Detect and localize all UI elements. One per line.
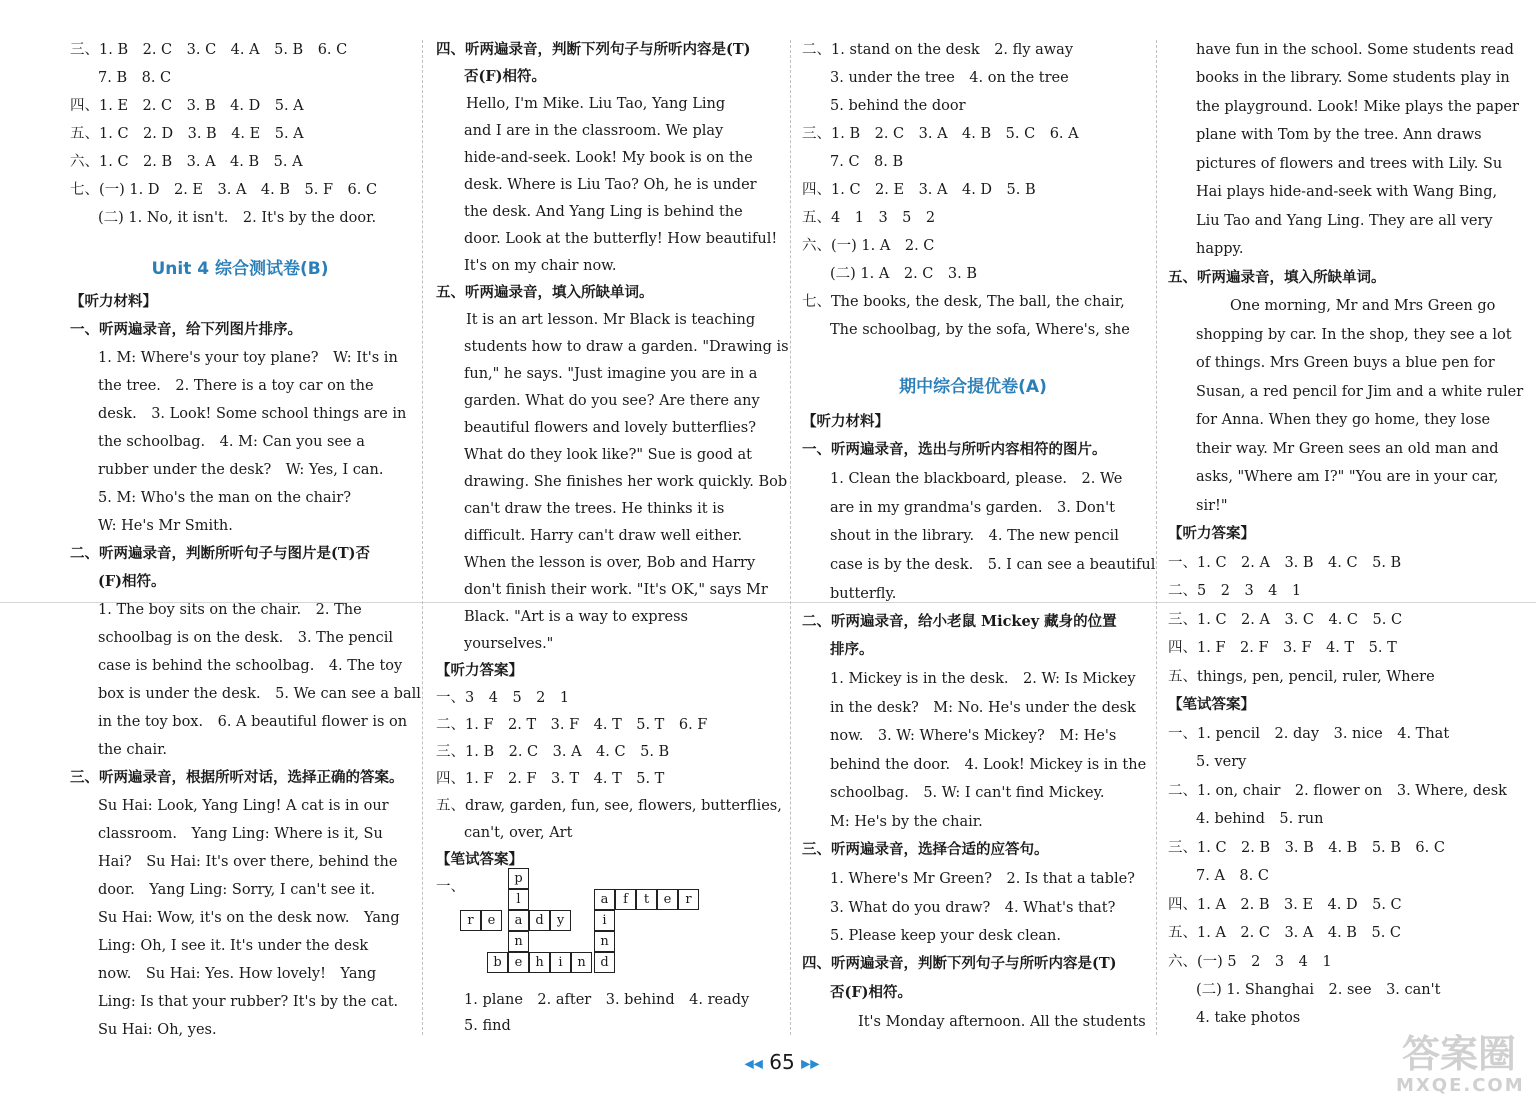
text-line: desk. Where is Liu Tao? Oh, he is under	[464, 177, 757, 193]
question-heading: 二、听两遍录音，判断所听句子与图片是(T)否	[70, 545, 371, 562]
text-line: behind the door. 4. Look! Mickey is in the	[830, 757, 1147, 773]
text-line: Ling: Is that your rubber? It's by the cat.	[98, 994, 399, 1010]
text-line: don't finish their work. "It's OK," says Mr	[464, 582, 768, 598]
section-heading: 【笔试答案】	[1168, 696, 1255, 713]
answer-line: 三、1. C 2. A 3. C 4. C 5. C	[1168, 612, 1403, 628]
text-line: Hai plays hide-and-seek with Wang Bing,	[1196, 184, 1498, 200]
question-heading: 二、听两遍录音，给小老鼠 Mickey 藏身的位置	[802, 613, 1117, 630]
text-line: Su Hai: Wow, it's on the desk now. Yang	[98, 910, 400, 926]
section-heading: 【听力材料】	[802, 413, 889, 430]
text-line: 1. The boy sits on the chair. 2. The	[98, 602, 362, 618]
text-line: Su Hai: Oh, yes.	[98, 1022, 217, 1038]
answer-line: 二、1. stand on the desk 2. fly away	[802, 42, 1074, 58]
text-line: the desk. And Yang Ling is behind the	[464, 204, 743, 220]
answer-line: 六、1. C 2. B 3. A 4. B 5. A	[70, 154, 303, 170]
answer-line: 一、1. C 2. A 3. B 4. C 5. B	[1168, 555, 1402, 571]
text-line: in the desk? M: No. He's under the desk	[830, 700, 1136, 716]
text-line: case is behind the schoolbag. 4. The toy	[98, 658, 403, 674]
text-line: happy.	[1196, 241, 1244, 257]
answer-line: (二) 1. No, it isn't. 2. It's by the door.	[98, 210, 377, 226]
text-line: for Anna. When they go home, they lose	[1196, 412, 1491, 428]
text-line: now. 3. W: Where's Mickey? M: He's	[830, 728, 1117, 744]
text-line: drawing. She finishes her work quickly. Bob	[464, 474, 788, 490]
answer-line: 五、4 1 3 5 2	[802, 210, 936, 226]
text-line: shopping by car. In the shop, they see a lot	[1196, 327, 1512, 343]
text-line: of things. Mrs Green buys a blue pen for	[1196, 355, 1495, 371]
question-heading: 五、听两遍录音，填入所缺单词。	[436, 284, 654, 301]
text-line: the playground. Look! Mike plays the paper	[1196, 99, 1519, 115]
crossword-cell: i	[550, 952, 571, 973]
next-arrows-icon: ▶▶	[801, 1056, 820, 1071]
text-line: W: He's Mr Smith.	[98, 518, 233, 534]
text-line: It is an art lesson. Mr Black is teaching	[466, 312, 756, 328]
answer-line: (二) 1. A 2. C 3. B	[830, 266, 977, 282]
watermark-url: MXQE.COM	[1396, 1075, 1525, 1096]
crossword-cell: a	[594, 889, 615, 910]
section-title: Unit 4 综合测试卷(B)	[151, 259, 329, 279]
crossword-cell: b	[487, 952, 508, 973]
text-line: the tree. 2. There is a toy car on the	[98, 378, 374, 394]
text-line: hide-and-seek. Look! My book is on the	[464, 150, 753, 166]
answer-line: 三、1. B 2. C 3. A 4. B 5. C 6. A	[802, 126, 1079, 142]
text-line: garden. What do you see? Are there any	[464, 393, 760, 409]
text-line: It's Monday afternoon. All the students	[858, 1014, 1146, 1030]
answer-line: 四、1. F 2. F 3. F 4. T 5. T	[1168, 640, 1397, 656]
section-heading: 【笔试答案】	[436, 851, 523, 868]
column-divider	[1156, 40, 1157, 1035]
page-number	[734, 1050, 830, 1074]
watermark-logo	[1396, 1032, 1525, 1106]
text-line: What do they look like?" Sue is good at	[464, 447, 752, 463]
text-line: students how to draw a garden. "Drawing is	[464, 339, 789, 355]
answer-line: 4. behind 5. run	[1196, 811, 1324, 827]
text-line: 1. Clean the blackboard, please. 2. We	[830, 471, 1123, 487]
answer-line: 二、1. F 2. T 3. F 4. T 5. T 6. F	[436, 717, 708, 733]
text-line: schoolbag is on the desk. 3. The pencil	[98, 630, 393, 646]
answer-line: 四、1. C 2. E 3. A 4. D 5. B	[802, 182, 1036, 198]
text-line: 1. Mickey is in the desk. 2. W: Is Mickey	[830, 671, 1136, 687]
crossword-cell: r	[678, 889, 699, 910]
watermark-text: 答案圈	[1401, 1032, 1516, 1076]
answer-line: 二、1. on, chair 2. flower on 3. Where, desk	[1168, 783, 1507, 799]
answer-line: 一、3 4 5 2 1	[436, 690, 570, 706]
answer-line: 四、1. A 2. B 3. E 4. D 5. C	[1168, 897, 1402, 913]
answer-line: 一、	[436, 879, 465, 895]
answer-line: The schoolbag, by the sofa, Where's, she	[830, 322, 1130, 338]
section-heading: 【听力答案】	[1168, 525, 1255, 542]
text-line: 5. Please keep your desk clean.	[830, 928, 1061, 944]
section-heading: 【听力答案】	[436, 662, 523, 679]
text-line: One morning, Mr and Mrs Green go	[1230, 298, 1496, 314]
text-line: asks, "Where am I?" "You are in your car,	[1196, 469, 1499, 485]
question-heading: 三、听两遍录音，根据所听对话，选择正确的答案。	[70, 769, 404, 786]
answer-line: 5. behind the door	[830, 98, 966, 114]
crossword-cell: f	[615, 889, 636, 910]
text-line: M: He's by the chair.	[830, 814, 983, 830]
text-line: 1. Where's Mr Green? 2. Is that a table?	[830, 871, 1135, 887]
answer-line: 三、1. B 2. C 3. A 4. C 5. B	[436, 744, 670, 760]
answer-line: 七、(一) 1. D 2. E 3. A 4. B 5. F 6. C	[70, 182, 378, 198]
text-line: box is under the desk. 5. We can see a ball	[98, 686, 421, 702]
answer-line: 五、draw, garden, fun, see, flowers, butterflies,	[436, 798, 782, 814]
answer-line: 四、1. F 2. F 3. T 4. T 5. T	[436, 771, 665, 787]
column-divider	[790, 40, 791, 1035]
answer-line: 二、5 2 3 4 1	[1168, 583, 1302, 599]
answer-line: (二) 1. Shanghai 2. see 3. can't	[1196, 982, 1441, 998]
answer-line: 五、1. A 2. C 3. A 4. B 5. C	[1168, 925, 1402, 941]
crossword-cell: a	[508, 910, 529, 931]
crossword-cell: t	[636, 889, 657, 910]
text-line: 1. M: Where's your toy plane? W: It's in	[98, 350, 398, 366]
text-line: sir!"	[1196, 498, 1228, 514]
text-line: When the lesson is over, Bob and Harry	[464, 555, 756, 571]
text-line: difficult. Harry can't draw well either.	[464, 528, 743, 544]
answer-line: 4. take photos	[1196, 1010, 1301, 1026]
answer-line: can't, over, Art	[464, 825, 573, 841]
text-line: their way. Mr Green sees an old man and	[1196, 441, 1499, 457]
text-line: beautiful flowers and lovely butterflies?	[464, 420, 756, 436]
text-line: shout in the library. 4. The new pencil	[830, 528, 1119, 544]
text-line: Hai? Su Hai: It's over there, behind the	[98, 854, 398, 870]
text-line: yourselves."	[464, 636, 554, 652]
text-line: desk. 3. Look! Some school things are in	[98, 406, 407, 422]
answer-line: 三、1. B 2. C 3. C 4. A 5. B 6. C	[70, 42, 348, 58]
answer-line: 四、1. E 2. C 3. B 4. D 5. A	[70, 98, 304, 114]
crossword-cell: d	[529, 910, 550, 931]
text-line: now. Su Hai: Yes. How lovely! Yang	[98, 966, 377, 982]
text-line: and I are in the classroom. We play	[464, 123, 724, 139]
text-line: pictures of flowers and trees with Lily. Su	[1196, 156, 1503, 172]
text-line: butterfly.	[830, 586, 897, 602]
crossword-cell: n	[594, 931, 615, 952]
text-line: door. Look at the butterfly! How beautiful!	[464, 231, 778, 247]
answer-line: 5. very	[1196, 754, 1247, 770]
page-number-label: 65	[769, 1050, 795, 1074]
question-heading: (F)相符。	[98, 573, 166, 590]
crossword-cell: e	[481, 910, 502, 931]
answer-line: 七、The books, the desk, The ball, the chair,	[802, 294, 1125, 310]
answer-line: 六、(一) 1. A 2. C	[802, 238, 935, 254]
text-line: fun," he says. "Just imagine you are in a	[464, 366, 758, 382]
text-line: can't draw the trees. He thinks it is	[464, 501, 725, 517]
crossword-cell: e	[508, 952, 529, 973]
text-line: the chair.	[98, 742, 168, 758]
text-line: door. Yang Ling: Sorry, I can't see it.	[98, 882, 376, 898]
crossword-cell: d	[594, 952, 615, 973]
question-heading: 否(F)相符。	[464, 68, 547, 85]
crossword-cell: l	[508, 889, 529, 910]
question-heading: 四、听两遍录音，判断下列句子与所听内容是(T)	[802, 955, 1117, 972]
question-heading: 否(F)相符。	[830, 984, 913, 1001]
crossword-cell: n	[571, 952, 592, 973]
question-heading: 一、听两遍录音，给下列图片排序。	[70, 321, 302, 338]
text-line: 5. M: Who's the man on the chair?	[98, 490, 351, 506]
text-line: the schoolbag. 4. M: Can you see a	[98, 434, 365, 450]
text-line: rubber under the desk? W: Yes, I can.	[98, 462, 384, 478]
crossword-cell: e	[657, 889, 678, 910]
text-line: 3. What do you draw? 4. What's that?	[830, 900, 1116, 916]
answer-line: 7. C 8. B	[830, 154, 904, 170]
text-line: Su Hai: Look, Yang Ling! A cat is in our	[98, 798, 389, 814]
question-heading: 四、听两遍录音，判断下列句子与所听内容是(T)	[436, 41, 751, 58]
crossword-cell: y	[550, 910, 571, 931]
text-line: classroom. Yang Ling: Where is it, Su	[98, 826, 383, 842]
column-divider	[422, 40, 423, 1035]
section-title: 期中综合提优卷(A)	[899, 377, 1047, 397]
text-line: in the toy box. 6. A beautiful flower is on	[98, 714, 408, 730]
section-heading: 【听力材料】	[70, 293, 157, 310]
text-line: are in my grandma's garden. 3. Don't	[830, 500, 1115, 516]
text-line: Liu Tao and Yang Ling. They are all very	[1196, 213, 1493, 229]
answer-line: 一、1. pencil 2. day 3. nice 4. That	[1168, 726, 1450, 742]
text-line: It's on my chair now.	[464, 258, 617, 274]
prev-arrows-icon: ◀◀	[744, 1056, 763, 1071]
crossword-grid	[460, 868, 690, 978]
answer-line: 3. under the tree 4. on the tree	[830, 70, 1069, 86]
text-line: Black. "Art is a way to express	[464, 609, 688, 625]
text-line: books in the library. Some students play in	[1196, 70, 1510, 86]
text-line: Ling: Oh, I see it. It's under the desk	[98, 938, 369, 954]
crossword-cell: p	[508, 868, 529, 889]
answer-line: 五、things, pen, pencil, ruler, Where	[1168, 669, 1435, 685]
question-heading: 一、听两遍录音，选出与所听内容相符的图片。	[802, 441, 1107, 458]
answer-line: 五、1. C 2. D 3. B 4. E 5. A	[70, 126, 304, 142]
text-line: Susan, a red pencil for Jim and a white ruler	[1196, 384, 1524, 400]
crossword-cell: h	[529, 952, 550, 973]
crossword-cell: n	[508, 931, 529, 952]
question-heading: 三、听两遍录音，选择合适的应答句。	[802, 841, 1049, 858]
text-line: case is by the desk. 5. I can see a beautiful	[830, 557, 1156, 573]
answer-line: 7. A 8. C	[1196, 868, 1269, 884]
answer-line: 5. find	[464, 1018, 511, 1034]
text-line: plane with Tom by the tree. Ann draws	[1196, 127, 1482, 143]
text-line: Hello, I'm Mike. Liu Tao, Yang Ling	[466, 96, 726, 112]
answer-line: 1. plane 2. after 3. behind 4. ready	[464, 992, 750, 1008]
text-line: schoolbag. 5. W: I can't find Mickey.	[830, 785, 1105, 801]
crossword-cell: r	[460, 910, 481, 931]
answer-line: 三、1. C 2. B 3. B 4. B 5. B 6. C	[1168, 840, 1445, 856]
question-heading: 排序。	[830, 641, 874, 658]
crossword-cell: i	[594, 910, 615, 931]
text-line: have fun in the school. Some students read	[1196, 42, 1514, 58]
question-heading: 五、听两遍录音，填入所缺单词。	[1168, 269, 1386, 286]
answer-line: 六、(一) 5 2 3 4 1	[1168, 954, 1332, 970]
answer-line: 7. B 8. C	[98, 70, 172, 86]
